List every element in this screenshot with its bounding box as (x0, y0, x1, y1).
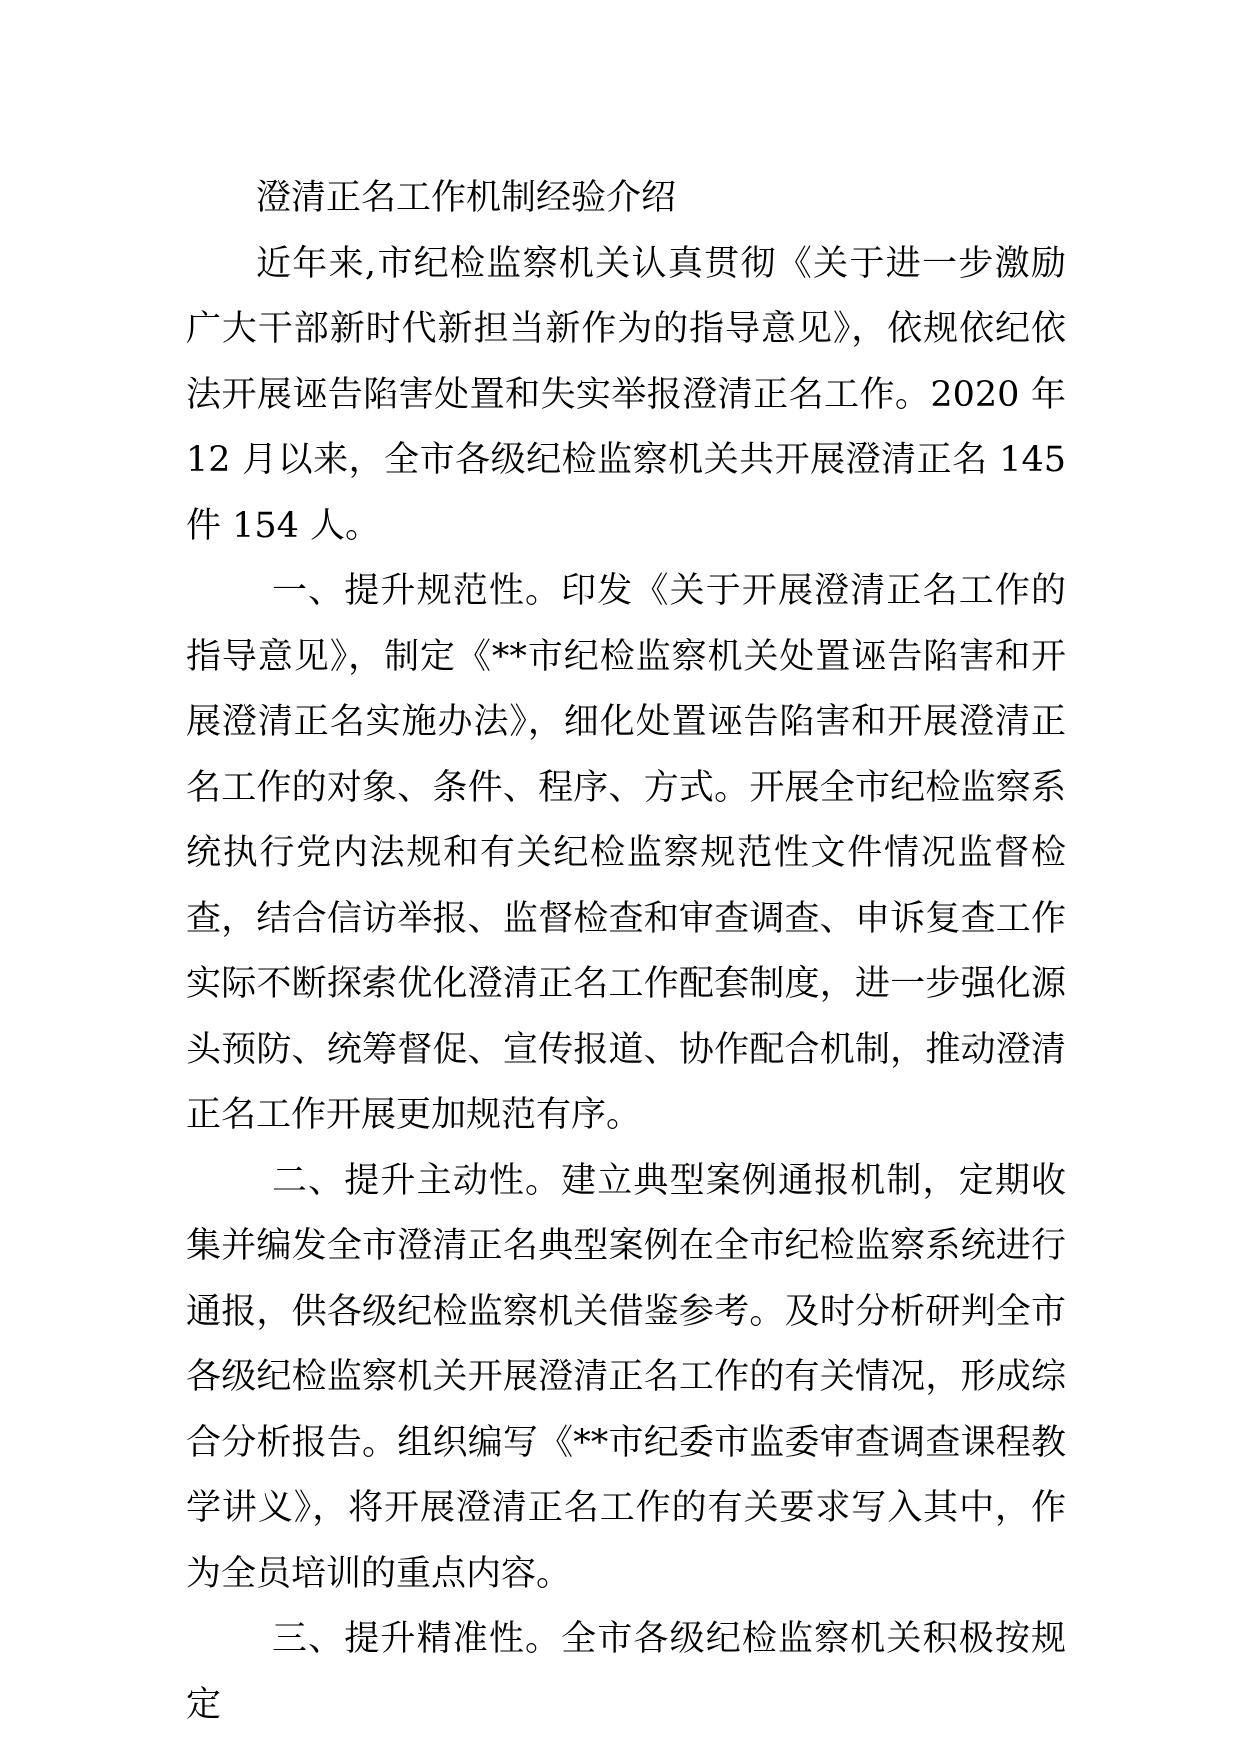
document-title: 澄清正名工作机制经验介绍 (256, 178, 677, 218)
document-body (186, 166, 1066, 1738)
paragraph-section-3: 三、提升精准性。全市各级纪检监察机关积极按规定 (186, 1619, 1066, 1725)
paragraph-intro: 近年来,市纪检监察机关认真贯彻《关于进一步激励广大干部新时代新担当新作为的指导意见》，依规依纪依法开展诬告陷害处置和失实举报澄清正名工作。2020 年 12 月以来，全市各级纪检监察机关共开展澄清正名 145 件 154 人。 (186, 243, 1066, 546)
paragraph-section-2: 二、提升主动性。建立典型案例通报机制，定期收集并编发全市澄清正名典型案例在全市纪检监察系统进行通报，供各级纪检监察机关借鉴参考。及时分析研判全市各级纪检监察机关开展澄清正名工作的有关情况，形成综合分析报告。组织编写《**市纪委市监委审查调查课程教学讲义》，将开展澄清正名工作的有关要求写入其中，作为全员培训的重点内容。 (186, 1160, 1066, 1594)
paragraph-section-1: 一、提升规范性。印发《关于开展澄清正名工作的指导意见》，制定《**市纪检监察机关处置诬告陷害和开展澄清正名实施办法》，细化处置诬告陷害和开展澄清正名工作的对象、条件、程序、方式。开展全市纪检监察系统执行党内法规和有关纪检监察规范性文件情况监督检查，结合信访举报、监督检查和审查调查、申诉复查工作实际不断探索优化澄清正名工作配套制度，进一步强化源头预防、统筹督促、宣传报道、协作配合机制，推动澄清正名工作开展更加规范有序。 (186, 571, 1066, 1135)
